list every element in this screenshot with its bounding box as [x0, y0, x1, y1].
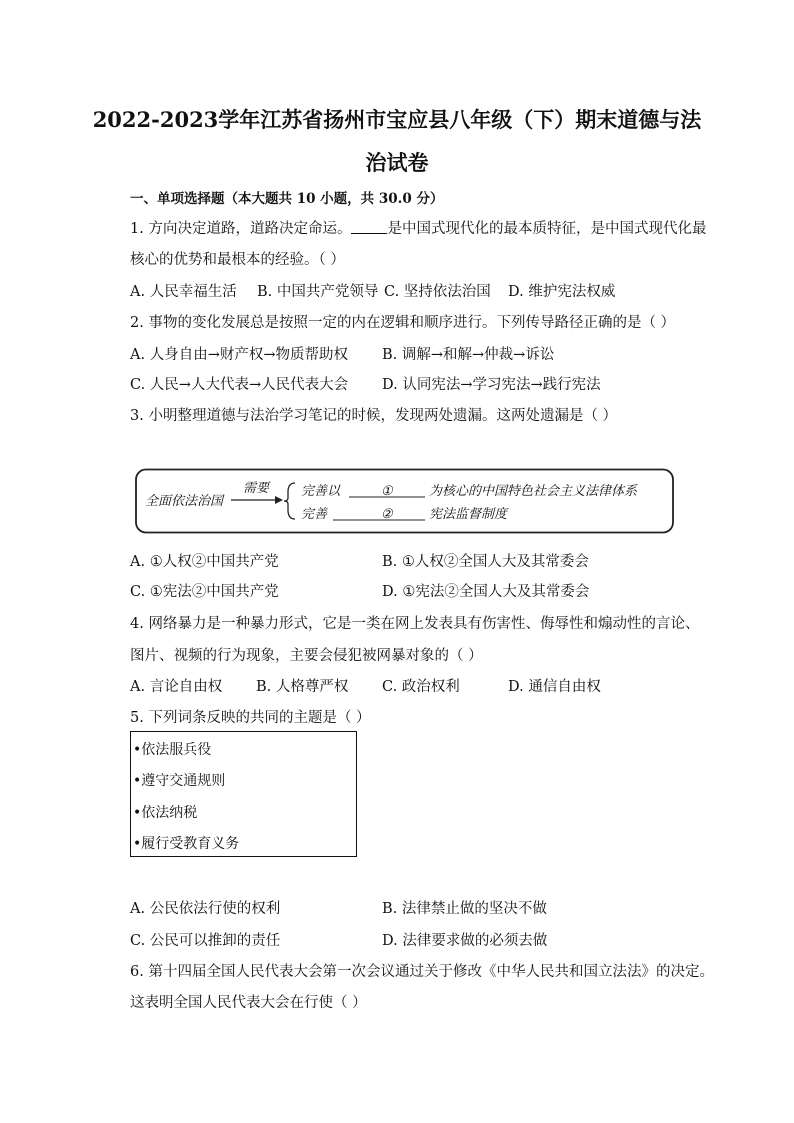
term-item: •依法纳税 [133, 805, 198, 821]
question-6-stem-line2: 这表明全国人民代表大会在行使（ ） [130, 995, 367, 1011]
brace-icon [284, 483, 295, 519]
diagram-row1-suffix: 为核心的中国特色社会主义法律体系 [429, 484, 638, 499]
question-4-option-a: A. 言论自由权 [130, 679, 223, 695]
diagram-row1-prefix: 完善以 [301, 484, 341, 499]
question-1-text-b: 是中国式现代化的最本质特征，是中国式现代化最 [387, 221, 707, 237]
question-1-option-b: B. 中国共产党领导 [257, 284, 379, 300]
question-4-option-c: C. 政治权利 [382, 679, 460, 695]
question-1-text-a: 1. 方向决定道路，道路决定命运。 [130, 221, 352, 237]
terms-box [130, 731, 357, 857]
term-item: •遵守交通规则 [133, 773, 226, 789]
question-4-stem-line2: 图片、视频的行为现象，主要会侵犯被网暴对象的（ ） [130, 648, 483, 664]
question-1-stem [130, 217, 706, 238]
question-2-option-c: C. 人民→人大代表→人民代表大会 [130, 377, 349, 393]
question-1-option-a: A. 人民幸福生活 [130, 284, 237, 300]
question-2-stem: 2. 事物的变化发展总是按照一定的内在逻辑和顺序进行。下列传导路径正确的是（ ） [130, 315, 676, 331]
question-5-stem: 5. 下列词条反映的共同的主题是（ ） [130, 710, 371, 726]
diagram-blank-1-mark: ① [381, 484, 393, 499]
question-6-stem: 6. 第十四届全国人民代表大会第一次会议通过关于修改《中华人民共和国立法法》的决定。 [130, 964, 714, 980]
question-5-option-a: A. 公民依法行使的权利 [130, 901, 281, 917]
question-3-option-d: D. ①宪法②全国人大及其常委会 [382, 584, 590, 600]
question-3-option-a: A. ①人权②中国共产党 [130, 554, 279, 570]
exam-title-line2: 治试卷 [365, 150, 429, 175]
term-item: •依法服兵役 [133, 742, 212, 758]
question-2-option-d: D. 认同宪法→学习宪法→践行宪法 [382, 377, 601, 393]
question-4-option-d: D. 通信自由权 [508, 679, 601, 695]
question-2-option-b: B. 调解→和解→仲裁→诉讼 [382, 347, 555, 363]
question-3-stem: 3. 小明整理道德与法治学习笔记的时候，发现两处遗漏。这两处遗漏是（ ） [130, 408, 618, 424]
diagram-row2-suffix: 宪法监督制度 [429, 507, 508, 522]
question-3-option-c: C. ①宪法②中国共产党 [130, 584, 279, 600]
exam-title-line1: 2022-2023学年江苏省扬州市宝应县八年级（下）期末道德与法 [92, 107, 702, 132]
diagram-row2-prefix: 完善 [301, 507, 328, 522]
notes-diagram [135, 468, 675, 534]
question-5-option-d: D. 法律要求做的必须去做 [382, 933, 548, 949]
term-item: •履行受教育义务 [133, 836, 240, 852]
question-1-option-c: C. 坚持依法治国 [384, 284, 491, 300]
question-3-option-b: B. ①人权②全国人大及其常委会 [382, 554, 589, 570]
diagram-arrow-label: 需要 [243, 481, 270, 496]
question-4-stem: 4. 网络暴力是一种暴力形式，它是一类在网上发表具有伤害性、侮辱性和煽动性的言论、 [130, 616, 700, 632]
question-5-option-b: B. 法律禁止做的坚决不做 [382, 901, 547, 917]
question-1-stem-line2: 核心的优势和最根本的经验。（ ） [130, 252, 345, 268]
answer-blank [351, 219, 387, 234]
question-1-option-d: D. 维护宪法权威 [508, 284, 616, 300]
diagram-left-label: 全面依法治国 [145, 494, 224, 509]
section-heading: 一、单项选择题（本大题共 10 小题，共 30.0 分） [130, 191, 444, 207]
question-4-option-b: B. 人格尊严权 [256, 679, 349, 695]
question-5-option-c: C. 公民可以推卸的责任 [130, 933, 281, 949]
arrowhead-icon [275, 496, 283, 504]
question-2-option-a: A. 人身自由→财产权→物质帮助权 [130, 347, 348, 363]
diagram-blank-2-mark: ② [381, 507, 393, 522]
